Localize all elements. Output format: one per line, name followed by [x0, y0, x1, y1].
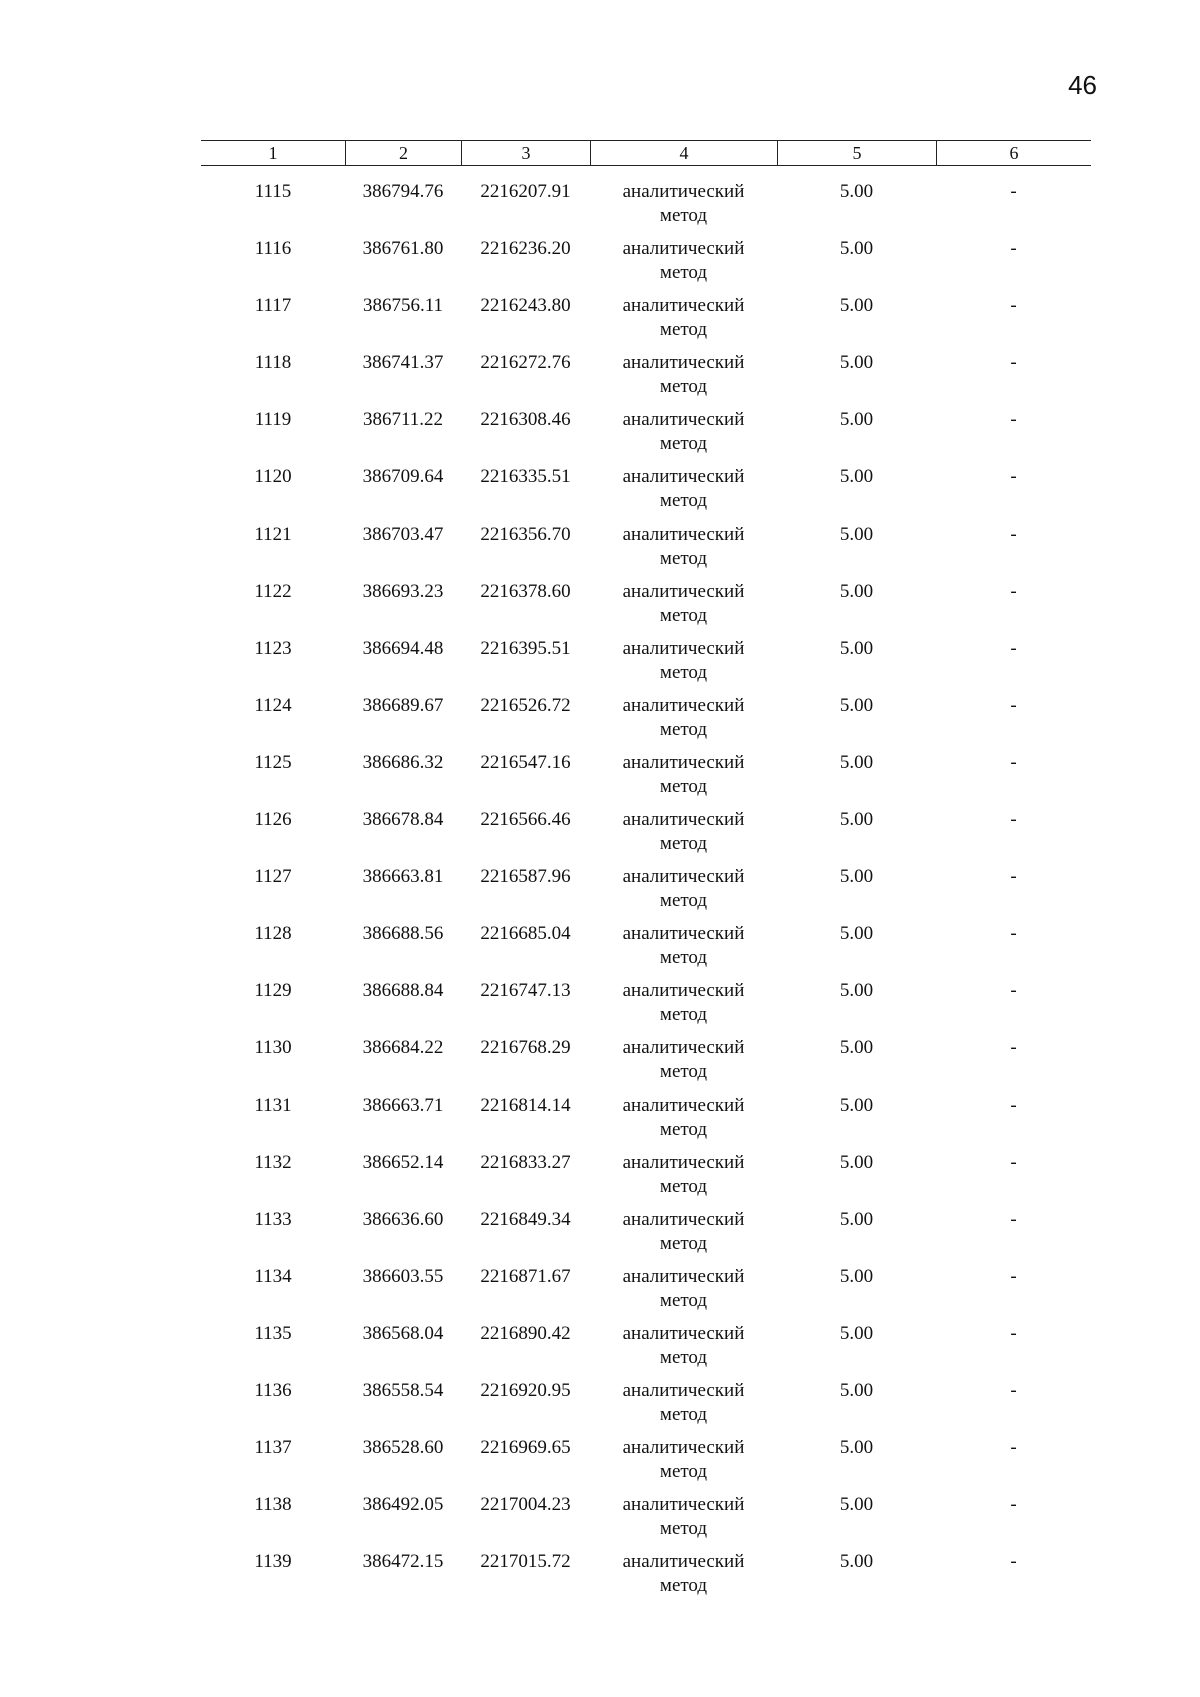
method-cell — [590, 808, 777, 865]
description-cell: - — [1010, 694, 1017, 716]
y-coordinate-cell: 2216969.65 — [480, 1437, 571, 1459]
method-line-2: метод — [659, 1289, 708, 1311]
y-coordinate-cell: 2216833.27 — [480, 1151, 571, 1173]
method-line-1: аналитический — [622, 809, 745, 831]
point-number-cell: 1118 — [254, 352, 292, 374]
accuracy-cell: 5.00 — [839, 1494, 874, 1516]
table-header-row — [201, 140, 1091, 166]
method-line-1: аналитический — [622, 409, 745, 431]
table-row — [201, 294, 1091, 351]
x-coordinate-cell: 386756.11 — [362, 295, 444, 317]
description-cell: - — [1010, 866, 1017, 888]
method-line-1: аналитический — [622, 1379, 745, 1401]
method-cell — [590, 1379, 777, 1436]
point-number-cell: 1131 — [254, 1094, 292, 1116]
method-line-2: метод — [659, 718, 708, 740]
accuracy-cell: 5.00 — [839, 1094, 874, 1116]
table-row — [201, 751, 1091, 808]
y-coordinate-cell: 2216356.70 — [480, 523, 571, 545]
method-cell — [590, 180, 777, 237]
point-number-cell: 1133 — [254, 1208, 292, 1230]
point-number-cell: 1120 — [254, 466, 292, 488]
header-cell-6: 6 — [936, 141, 1091, 165]
description-cell: - — [1010, 1551, 1017, 1573]
description-cell: - — [1010, 466, 1017, 488]
y-coordinate-cell: 2216308.46 — [480, 409, 571, 431]
method-line-1: аналитический — [622, 238, 745, 260]
accuracy-cell: 5.00 — [839, 580, 874, 602]
method-line-2: метод — [659, 490, 708, 512]
method-line-1: аналитический — [622, 181, 745, 202]
description-cell: - — [1010, 1037, 1017, 1059]
method-line-2: метод — [659, 775, 708, 797]
method-line-1: аналитический — [622, 352, 745, 374]
table-row — [201, 694, 1091, 751]
description-cell: - — [1010, 809, 1017, 831]
header-cell-3: 3 — [461, 141, 590, 165]
accuracy-cell: 5.00 — [839, 1437, 874, 1459]
accuracy-cell: 5.00 — [839, 352, 874, 374]
method-line-1: аналитический — [622, 1265, 745, 1287]
description-cell: - — [1010, 295, 1017, 317]
x-coordinate-cell: 386528.60 — [362, 1437, 444, 1459]
method-cell — [590, 1493, 777, 1550]
accuracy-cell: 5.00 — [839, 980, 874, 1002]
accuracy-cell: 5.00 — [839, 295, 874, 317]
method-cell — [590, 694, 777, 751]
accuracy-cell: 5.00 — [839, 923, 874, 945]
method-line-2: метод — [659, 1004, 708, 1026]
y-coordinate-cell: 2216768.29 — [480, 1037, 571, 1059]
x-coordinate-cell: 386603.55 — [362, 1265, 444, 1287]
description-cell: - — [1010, 980, 1017, 1002]
page-number: 46 — [1068, 70, 1097, 100]
point-number-cell: 1134 — [254, 1265, 292, 1287]
x-coordinate-cell: 386741.37 — [362, 352, 444, 374]
table-row — [201, 1322, 1091, 1379]
y-coordinate-cell: 2216207.91 — [480, 181, 571, 202]
table-row — [201, 922, 1091, 979]
method-line-2: метод — [659, 661, 708, 683]
method-line-2: метод — [659, 1175, 708, 1197]
method-cell — [590, 580, 777, 637]
header-cell-2: 2 — [345, 141, 461, 165]
method-line-2: метод — [659, 604, 708, 626]
description-cell: - — [1010, 1379, 1017, 1401]
method-cell — [590, 979, 777, 1036]
table-row — [201, 237, 1091, 294]
header-cell-1: 1 — [268, 143, 278, 163]
table-row — [201, 1436, 1091, 1493]
x-coordinate-cell: 386663.81 — [362, 866, 444, 888]
header-cell-5: 5 — [777, 141, 936, 165]
method-line-1: аналитический — [622, 1322, 745, 1344]
method-cell — [590, 1436, 777, 1493]
method-line-2: метод — [659, 947, 708, 969]
accuracy-cell: 5.00 — [839, 466, 874, 488]
method-line-1: аналитический — [622, 1437, 745, 1459]
accuracy-cell: 5.00 — [839, 637, 874, 659]
point-number-cell: 1124 — [254, 694, 292, 716]
coordinates-table — [201, 140, 1091, 1607]
method-line-2: метод — [659, 1575, 708, 1597]
method-cell — [590, 1265, 777, 1322]
x-coordinate-cell: 386694.48 — [362, 637, 444, 659]
method-line-2: метод — [659, 1061, 708, 1083]
method-cell — [590, 1550, 777, 1607]
y-coordinate-cell: 2216236.20 — [480, 238, 571, 260]
table-row — [201, 523, 1091, 580]
y-coordinate-cell: 2216378.60 — [480, 580, 571, 602]
point-number-cell: 1138 — [254, 1494, 292, 1516]
y-coordinate-cell: 2217015.72 — [480, 1551, 571, 1573]
method-line-1: аналитический — [622, 1551, 745, 1573]
method-cell — [590, 1208, 777, 1265]
y-coordinate-cell: 2216566.46 — [480, 809, 571, 831]
method-line-1: аналитический — [622, 1208, 745, 1230]
x-coordinate-cell: 386568.04 — [362, 1322, 444, 1344]
description-cell: - — [1010, 181, 1017, 202]
table-body — [201, 180, 1091, 1607]
point-number-cell: 1125 — [254, 751, 292, 773]
y-coordinate-cell: 2216526.72 — [480, 694, 571, 716]
point-number-cell: 1129 — [254, 980, 292, 1002]
y-coordinate-cell: 2216547.16 — [480, 751, 571, 773]
description-cell: - — [1010, 1437, 1017, 1459]
accuracy-cell: 5.00 — [839, 238, 874, 260]
x-coordinate-cell: 386472.15 — [362, 1551, 444, 1573]
x-coordinate-cell: 386711.22 — [362, 409, 444, 431]
x-coordinate-cell: 386703.47 — [362, 523, 444, 545]
description-cell: - — [1010, 1151, 1017, 1173]
y-coordinate-cell: 2216747.13 — [480, 980, 571, 1002]
method-line-1: аналитический — [622, 751, 745, 773]
table-row — [201, 1493, 1091, 1550]
method-line-2: метод — [659, 433, 708, 455]
table-row — [201, 1550, 1091, 1607]
method-line-1: аналитический — [622, 523, 745, 545]
header-cell-4: 4 — [590, 141, 777, 165]
method-cell — [590, 865, 777, 922]
accuracy-cell: 5.00 — [839, 1322, 874, 1344]
x-coordinate-cell: 386794.76 — [362, 181, 444, 202]
y-coordinate-cell: 2216685.04 — [480, 923, 571, 945]
method-cell — [590, 237, 777, 294]
accuracy-cell: 5.00 — [839, 751, 874, 773]
method-cell — [590, 1036, 777, 1093]
method-line-2: метод — [659, 1461, 708, 1483]
point-number-cell: 1122 — [254, 580, 292, 602]
accuracy-cell: 5.00 — [839, 1265, 874, 1287]
method-cell — [590, 294, 777, 351]
y-coordinate-cell: 2216890.42 — [480, 1322, 571, 1344]
method-cell — [590, 523, 777, 580]
x-coordinate-cell: 386663.71 — [362, 1094, 444, 1116]
description-cell: - — [1010, 238, 1017, 260]
x-coordinate-cell: 386709.64 — [362, 466, 444, 488]
point-number-cell: 1115 — [254, 181, 292, 202]
x-coordinate-cell: 386678.84 — [362, 809, 444, 831]
method-line-1: аналитический — [622, 694, 745, 716]
description-cell: - — [1010, 923, 1017, 945]
method-cell — [590, 751, 777, 808]
table-row — [201, 808, 1091, 865]
method-line-2: метод — [659, 833, 708, 855]
accuracy-cell: 5.00 — [839, 409, 874, 431]
point-number-cell: 1127 — [254, 866, 292, 888]
method-cell — [590, 408, 777, 465]
point-number-cell: 1121 — [254, 523, 292, 545]
x-coordinate-cell: 386684.22 — [362, 1037, 444, 1059]
method-line-2: метод — [659, 890, 708, 912]
x-coordinate-cell: 386492.05 — [362, 1494, 444, 1516]
method-line-1: аналитический — [622, 295, 745, 317]
method-line-2: метод — [659, 205, 708, 226]
accuracy-cell: 5.00 — [839, 1037, 874, 1059]
y-coordinate-cell: 2216920.95 — [480, 1379, 571, 1401]
y-coordinate-cell: 2216395.51 — [480, 637, 571, 659]
method-line-1: аналитический — [622, 1094, 745, 1116]
method-line-2: метод — [659, 376, 708, 398]
method-line-1: аналитический — [622, 923, 745, 945]
method-line-1: аналитический — [622, 466, 745, 488]
method-line-1: аналитический — [622, 866, 745, 888]
table-row — [201, 865, 1091, 922]
method-line-2: метод — [659, 1346, 708, 1368]
y-coordinate-cell: 2216272.76 — [480, 352, 571, 374]
x-coordinate-cell: 386686.32 — [362, 751, 444, 773]
table-row — [201, 180, 1091, 237]
method-line-2: метод — [659, 1232, 708, 1254]
table-row — [201, 580, 1091, 637]
accuracy-cell: 5.00 — [839, 1151, 874, 1173]
accuracy-cell: 5.00 — [839, 523, 874, 545]
method-line-1: аналитический — [622, 580, 745, 602]
point-number-cell: 1128 — [254, 923, 292, 945]
description-cell: - — [1010, 751, 1017, 773]
method-cell — [590, 465, 777, 522]
x-coordinate-cell: 386652.14 — [362, 1151, 444, 1173]
point-number-cell: 1123 — [254, 637, 292, 659]
y-coordinate-cell: 2216587.96 — [480, 866, 571, 888]
method-line-1: аналитический — [622, 980, 745, 1002]
description-cell: - — [1010, 1094, 1017, 1116]
description-cell: - — [1010, 523, 1017, 545]
y-coordinate-cell: 2216871.67 — [480, 1265, 571, 1287]
table-row — [201, 979, 1091, 1036]
method-line-2: метод — [659, 1403, 708, 1425]
method-cell — [590, 1151, 777, 1208]
table-row — [201, 1208, 1091, 1265]
method-line-1: аналитический — [622, 1494, 745, 1516]
accuracy-cell: 5.00 — [839, 1551, 874, 1573]
table-row — [201, 1151, 1091, 1208]
accuracy-cell: 5.00 — [839, 1208, 874, 1230]
table-row — [201, 1379, 1091, 1436]
description-cell: - — [1010, 580, 1017, 602]
point-number-cell: 1130 — [254, 1037, 292, 1059]
method-line-1: аналитический — [622, 1037, 745, 1059]
method-line-2: метод — [659, 262, 708, 284]
description-cell: - — [1010, 352, 1017, 374]
x-coordinate-cell: 386761.80 — [362, 238, 444, 260]
y-coordinate-cell: 2216335.51 — [480, 466, 571, 488]
method-line-1: аналитический — [622, 1151, 745, 1173]
y-coordinate-cell: 2217004.23 — [480, 1494, 571, 1516]
point-number-cell: 1132 — [254, 1151, 292, 1173]
x-coordinate-cell: 386693.23 — [362, 580, 444, 602]
x-coordinate-cell: 386558.54 — [362, 1379, 444, 1401]
description-cell: - — [1010, 1322, 1017, 1344]
accuracy-cell: 5.00 — [839, 694, 874, 716]
method-line-2: метод — [659, 1118, 708, 1140]
description-cell: - — [1010, 409, 1017, 431]
accuracy-cell: 5.00 — [839, 866, 874, 888]
method-cell — [590, 637, 777, 694]
description-cell: - — [1010, 1265, 1017, 1287]
x-coordinate-cell: 386688.56 — [362, 923, 444, 945]
point-number-cell: 1139 — [254, 1551, 292, 1573]
accuracy-cell: 5.00 — [839, 1379, 874, 1401]
table-row — [201, 408, 1091, 465]
y-coordinate-cell: 2216814.14 — [480, 1094, 571, 1116]
point-number-cell: 1119 — [254, 409, 292, 431]
x-coordinate-cell: 386689.67 — [362, 694, 444, 716]
table-row — [201, 465, 1091, 522]
y-coordinate-cell: 2216243.80 — [480, 295, 571, 317]
description-cell: - — [1010, 637, 1017, 659]
method-line-2: метод — [659, 319, 708, 341]
point-number-cell: 1126 — [254, 809, 292, 831]
x-coordinate-cell: 386688.84 — [362, 980, 444, 1002]
description-cell: - — [1010, 1208, 1017, 1230]
method-cell — [590, 922, 777, 979]
accuracy-cell: 5.00 — [839, 181, 874, 202]
method-cell — [590, 1322, 777, 1379]
description-cell: - — [1010, 1494, 1017, 1516]
table-row — [201, 1036, 1091, 1093]
point-number-cell: 1116 — [254, 238, 292, 260]
table-row — [201, 1265, 1091, 1322]
method-line-2: метод — [659, 1518, 708, 1540]
method-cell — [590, 1094, 777, 1151]
table-row — [201, 351, 1091, 408]
accuracy-cell: 5.00 — [839, 809, 874, 831]
point-number-cell: 1137 — [254, 1437, 292, 1459]
point-number-cell: 1135 — [254, 1322, 292, 1344]
x-coordinate-cell: 386636.60 — [362, 1208, 444, 1230]
method-line-2: метод — [659, 547, 708, 569]
y-coordinate-cell: 2216849.34 — [480, 1208, 571, 1230]
method-line-1: аналитический — [622, 637, 745, 659]
point-number-cell: 1136 — [254, 1379, 292, 1401]
point-number-cell: 1117 — [254, 295, 292, 317]
table-row — [201, 1094, 1091, 1151]
table-row — [201, 637, 1091, 694]
method-cell — [590, 351, 777, 408]
